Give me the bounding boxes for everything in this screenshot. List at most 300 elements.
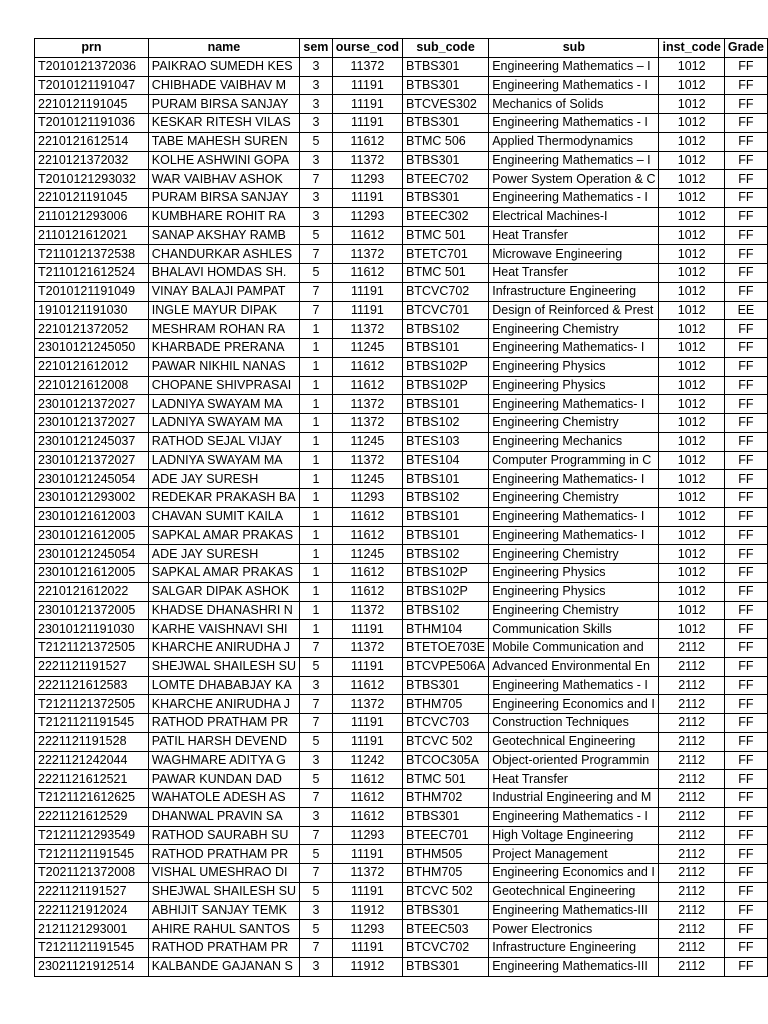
cell-course-code[interactable]: 11293 bbox=[332, 920, 402, 939]
cell-course-code[interactable]: 11612 bbox=[332, 357, 402, 376]
cell-sem[interactable]: 1 bbox=[300, 357, 333, 376]
cell-inst-code[interactable]: 1012 bbox=[659, 582, 724, 601]
cell-inst-code[interactable]: 1012 bbox=[659, 226, 724, 245]
cell-course-code[interactable]: 11191 bbox=[332, 657, 402, 676]
cell-grade[interactable]: FF bbox=[724, 489, 767, 508]
cell-sub[interactable]: Heat Transfer bbox=[489, 770, 659, 789]
cell-grade[interactable]: FF bbox=[724, 76, 767, 95]
cell-course-code[interactable]: 11612 bbox=[332, 132, 402, 151]
cell-name[interactable]: KOLHE ASHWINI GOPA bbox=[148, 151, 299, 170]
cell-course-code[interactable]: 11191 bbox=[332, 76, 402, 95]
header-sub-code[interactable]: sub_code bbox=[403, 39, 489, 58]
cell-sem[interactable]: 1 bbox=[300, 376, 333, 395]
cell-sem[interactable]: 1 bbox=[300, 526, 333, 545]
cell-course-code[interactable]: 11612 bbox=[332, 676, 402, 695]
cell-inst-code[interactable]: 2112 bbox=[659, 732, 724, 751]
cell-sub[interactable]: Infrastructure Engineering bbox=[489, 282, 659, 301]
cell-course-code[interactable]: 11612 bbox=[332, 507, 402, 526]
cell-sem[interactable]: 3 bbox=[300, 151, 333, 170]
cell-prn[interactable]: T2121121191545 bbox=[35, 714, 149, 733]
cell-grade[interactable]: FF bbox=[724, 114, 767, 133]
cell-sub-code[interactable]: BTHM505 bbox=[403, 845, 489, 864]
cell-course-code[interactable]: 11372 bbox=[332, 395, 402, 414]
cell-course-code[interactable]: 11372 bbox=[332, 639, 402, 658]
cell-name[interactable]: CHOPANE SHIVPRASAI bbox=[148, 376, 299, 395]
cell-sem[interactable]: 3 bbox=[300, 76, 333, 95]
cell-name[interactable]: VISHAL UMESHRAO DI bbox=[148, 864, 299, 883]
cell-prn[interactable]: T2110121372538 bbox=[35, 245, 149, 264]
cell-sem[interactable]: 7 bbox=[300, 789, 333, 808]
cell-course-code[interactable]: 11293 bbox=[332, 170, 402, 189]
cell-course-code[interactable]: 11372 bbox=[332, 151, 402, 170]
header-prn[interactable]: prn bbox=[35, 39, 149, 58]
cell-sub[interactable]: Engineering Chemistry bbox=[489, 489, 659, 508]
cell-sub[interactable]: Engineering Chemistry bbox=[489, 601, 659, 620]
cell-course-code[interactable]: 11191 bbox=[332, 939, 402, 958]
cell-sem[interactable]: 3 bbox=[300, 207, 333, 226]
cell-prn[interactable]: 2210121612022 bbox=[35, 582, 149, 601]
cell-grade[interactable]: FF bbox=[724, 564, 767, 583]
cell-prn[interactable]: T2121121612625 bbox=[35, 789, 149, 808]
cell-inst-code[interactable]: 2112 bbox=[659, 807, 724, 826]
cell-prn[interactable]: 23010121372027 bbox=[35, 414, 149, 433]
cell-sub-code[interactable]: BTBS301 bbox=[403, 807, 489, 826]
cell-sub[interactable]: Engineering Physics bbox=[489, 582, 659, 601]
cell-name[interactable]: PURAM BIRSA SANJAY bbox=[148, 95, 299, 114]
cell-grade[interactable]: FF bbox=[724, 845, 767, 864]
cell-sub[interactable]: Construction Techniques bbox=[489, 714, 659, 733]
cell-grade[interactable]: FF bbox=[724, 470, 767, 489]
cell-sem[interactable]: 1 bbox=[300, 320, 333, 339]
cell-name[interactable]: RATHOD SEJAL VIJAY bbox=[148, 432, 299, 451]
cell-grade[interactable]: EE bbox=[724, 301, 767, 320]
cell-sub[interactable]: Applied Thermodynamics bbox=[489, 132, 659, 151]
cell-name[interactable]: LADNIYA SWAYAM MA bbox=[148, 414, 299, 433]
cell-prn[interactable]: T2121121293549 bbox=[35, 826, 149, 845]
cell-prn[interactable]: 2121121293001 bbox=[35, 920, 149, 939]
header-course-code[interactable]: ourse_cod bbox=[332, 39, 402, 58]
cell-prn[interactable]: 2210121612514 bbox=[35, 132, 149, 151]
cell-name[interactable]: PAWAR KUNDAN DAD bbox=[148, 770, 299, 789]
cell-sub-code[interactable]: BTMC 501 bbox=[403, 264, 489, 283]
cell-name[interactable]: BHALAVI HOMDAS SH. bbox=[148, 264, 299, 283]
cell-sem[interactable]: 7 bbox=[300, 695, 333, 714]
cell-name[interactable]: CHAVAN SUMIT KAILA bbox=[148, 507, 299, 526]
cell-grade[interactable]: FF bbox=[724, 282, 767, 301]
cell-course-code[interactable]: 11612 bbox=[332, 789, 402, 808]
cell-course-code[interactable]: 11372 bbox=[332, 245, 402, 264]
cell-sub-code[interactable]: BTMC 506 bbox=[403, 132, 489, 151]
cell-name[interactable]: WAGHMARE ADITYA G bbox=[148, 751, 299, 770]
cell-sub[interactable]: Engineering Mechanics bbox=[489, 432, 659, 451]
cell-grade[interactable]: FF bbox=[724, 395, 767, 414]
cell-inst-code[interactable]: 1012 bbox=[659, 114, 724, 133]
cell-course-code[interactable]: 11612 bbox=[332, 526, 402, 545]
cell-sub-code[interactable]: BTBS301 bbox=[403, 189, 489, 208]
cell-sem[interactable]: 3 bbox=[300, 114, 333, 133]
cell-grade[interactable]: FF bbox=[724, 901, 767, 920]
cell-prn[interactable]: T2010121191047 bbox=[35, 76, 149, 95]
header-grade[interactable]: Grade bbox=[724, 39, 767, 58]
cell-sub-code[interactable]: BTEEC302 bbox=[403, 207, 489, 226]
cell-sem[interactable]: 7 bbox=[300, 939, 333, 958]
cell-prn[interactable]: 23010121612003 bbox=[35, 507, 149, 526]
cell-course-code[interactable]: 11293 bbox=[332, 826, 402, 845]
cell-inst-code[interactable]: 2112 bbox=[659, 676, 724, 695]
cell-sub-code[interactable]: BTEEC503 bbox=[403, 920, 489, 939]
cell-course-code[interactable]: 11612 bbox=[332, 264, 402, 283]
cell-prn[interactable]: T2121121191545 bbox=[35, 939, 149, 958]
cell-sub[interactable]: Engineering Mathematics- I bbox=[489, 470, 659, 489]
cell-prn[interactable]: T2010121191049 bbox=[35, 282, 149, 301]
cell-sub[interactable]: Engineering Chemistry bbox=[489, 545, 659, 564]
cell-sem[interactable]: 1 bbox=[300, 395, 333, 414]
cell-sem[interactable]: 5 bbox=[300, 770, 333, 789]
cell-sub-code[interactable]: BTEEC701 bbox=[403, 826, 489, 845]
cell-sub[interactable]: Engineering Physics bbox=[489, 357, 659, 376]
cell-inst-code[interactable]: 2112 bbox=[659, 770, 724, 789]
cell-inst-code[interactable]: 1012 bbox=[659, 451, 724, 470]
cell-sub[interactable]: Heat Transfer bbox=[489, 264, 659, 283]
cell-course-code[interactable]: 11191 bbox=[332, 714, 402, 733]
cell-inst-code[interactable]: 2112 bbox=[659, 751, 724, 770]
cell-prn[interactable]: 23010121612005 bbox=[35, 564, 149, 583]
cell-inst-code[interactable]: 1012 bbox=[659, 414, 724, 433]
cell-sem[interactable]: 1 bbox=[300, 339, 333, 358]
cell-prn[interactable]: 2221121612583 bbox=[35, 676, 149, 695]
cell-inst-code[interactable]: 2112 bbox=[659, 901, 724, 920]
cell-prn[interactable]: 23010121612005 bbox=[35, 526, 149, 545]
cell-grade[interactable]: FF bbox=[724, 714, 767, 733]
cell-inst-code[interactable]: 2112 bbox=[659, 882, 724, 901]
cell-inst-code[interactable]: 1012 bbox=[659, 301, 724, 320]
cell-sub[interactable]: Mobile Communication and bbox=[489, 639, 659, 658]
cell-sub[interactable]: Engineering Mathematics - I bbox=[489, 114, 659, 133]
cell-grade[interactable]: FF bbox=[724, 432, 767, 451]
cell-prn[interactable]: T2010121191036 bbox=[35, 114, 149, 133]
cell-course-code[interactable]: 11191 bbox=[332, 189, 402, 208]
header-inst-code[interactable]: inst_code bbox=[659, 39, 724, 58]
cell-sub[interactable]: Power Electronics bbox=[489, 920, 659, 939]
cell-name[interactable]: KARHE VAISHNAVI SHI bbox=[148, 620, 299, 639]
cell-course-code[interactable]: 11612 bbox=[332, 807, 402, 826]
cell-sub-code[interactable]: BTCVC702 bbox=[403, 939, 489, 958]
cell-course-code[interactable]: 11191 bbox=[332, 282, 402, 301]
cell-name[interactable]: ADE JAY SURESH bbox=[148, 545, 299, 564]
cell-grade[interactable]: FF bbox=[724, 339, 767, 358]
cell-prn[interactable]: 23021121912514 bbox=[35, 957, 149, 976]
cell-grade[interactable]: FF bbox=[724, 789, 767, 808]
cell-inst-code[interactable]: 2112 bbox=[659, 639, 724, 658]
header-sem[interactable]: sem bbox=[300, 39, 333, 58]
cell-grade[interactable]: FF bbox=[724, 639, 767, 658]
cell-name[interactable]: VINAY BALAJI PAMPAT bbox=[148, 282, 299, 301]
cell-sem[interactable]: 7 bbox=[300, 170, 333, 189]
cell-sub-code[interactable]: BTBS301 bbox=[403, 114, 489, 133]
cell-grade[interactable]: FF bbox=[724, 207, 767, 226]
cell-prn[interactable]: T2121121372505 bbox=[35, 639, 149, 658]
cell-inst-code[interactable]: 1012 bbox=[659, 245, 724, 264]
cell-name[interactable]: PAWAR NIKHIL NANAS bbox=[148, 357, 299, 376]
cell-inst-code[interactable]: 1012 bbox=[659, 207, 724, 226]
cell-sub-code[interactable]: BTCVC701 bbox=[403, 301, 489, 320]
cell-name[interactable]: CHIBHADE VAIBHAV M bbox=[148, 76, 299, 95]
cell-sub[interactable]: Engineering Physics bbox=[489, 564, 659, 583]
cell-prn[interactable]: T2121121191545 bbox=[35, 845, 149, 864]
cell-course-code[interactable]: 11372 bbox=[332, 320, 402, 339]
cell-course-code[interactable]: 11372 bbox=[332, 451, 402, 470]
cell-course-code[interactable]: 11245 bbox=[332, 432, 402, 451]
cell-sub-code[interactable]: BTCOC305A bbox=[403, 751, 489, 770]
cell-grade[interactable]: FF bbox=[724, 357, 767, 376]
cell-name[interactable]: PAIKRAO SUMEDH KES bbox=[148, 57, 299, 76]
cell-sub-code[interactable]: BTBS301 bbox=[403, 676, 489, 695]
cell-grade[interactable]: FF bbox=[724, 676, 767, 695]
cell-prn[interactable]: 2221121912024 bbox=[35, 901, 149, 920]
cell-prn[interactable]: 2210121191045 bbox=[35, 95, 149, 114]
cell-inst-code[interactable]: 1012 bbox=[659, 95, 724, 114]
cell-sem[interactable]: 1 bbox=[300, 470, 333, 489]
cell-name[interactable]: LADNIYA SWAYAM MA bbox=[148, 395, 299, 414]
cell-sub[interactable]: Communication Skills bbox=[489, 620, 659, 639]
cell-sub[interactable]: Object-oriented Programmin bbox=[489, 751, 659, 770]
cell-sub[interactable]: Engineering Mathematics- I bbox=[489, 507, 659, 526]
cell-sem[interactable]: 3 bbox=[300, 901, 333, 920]
cell-sub[interactable]: Engineering Mathematics - I bbox=[489, 76, 659, 95]
cell-sub[interactable]: Advanced Environmental En bbox=[489, 657, 659, 676]
header-name[interactable]: name bbox=[148, 39, 299, 58]
cell-sem[interactable]: 1 bbox=[300, 489, 333, 508]
cell-course-code[interactable]: 11372 bbox=[332, 601, 402, 620]
cell-course-code[interactable]: 11191 bbox=[332, 845, 402, 864]
cell-sem[interactable]: 7 bbox=[300, 714, 333, 733]
cell-prn[interactable]: T2010121293032 bbox=[35, 170, 149, 189]
cell-grade[interactable]: FF bbox=[724, 770, 767, 789]
cell-course-code[interactable]: 11912 bbox=[332, 901, 402, 920]
cell-sem[interactable]: 1 bbox=[300, 601, 333, 620]
cell-sub[interactable]: Engineering Mathematics - I bbox=[489, 676, 659, 695]
cell-inst-code[interactable]: 1012 bbox=[659, 620, 724, 639]
cell-sem[interactable]: 7 bbox=[300, 301, 333, 320]
cell-name[interactable]: SANAP AKSHAY RAMB bbox=[148, 226, 299, 245]
cell-inst-code[interactable]: 1012 bbox=[659, 339, 724, 358]
cell-sub-code[interactable]: BTBS301 bbox=[403, 151, 489, 170]
cell-inst-code[interactable]: 2112 bbox=[659, 657, 724, 676]
cell-sub-code[interactable]: BTCVES302 bbox=[403, 95, 489, 114]
cell-name[interactable]: KESKAR RITESH VILAS bbox=[148, 114, 299, 133]
cell-prn[interactable]: 23010121245054 bbox=[35, 545, 149, 564]
cell-inst-code[interactable]: 2112 bbox=[659, 864, 724, 883]
cell-grade[interactable]: FF bbox=[724, 732, 767, 751]
cell-sub-code[interactable]: BTBS102P bbox=[403, 357, 489, 376]
cell-inst-code[interactable]: 1012 bbox=[659, 57, 724, 76]
cell-sem[interactable]: 7 bbox=[300, 864, 333, 883]
cell-sub[interactable]: Engineering Economics and I bbox=[489, 864, 659, 883]
cell-grade[interactable]: FF bbox=[724, 264, 767, 283]
cell-inst-code[interactable]: 1012 bbox=[659, 526, 724, 545]
cell-name[interactable]: RATHOD PRATHAM PR bbox=[148, 714, 299, 733]
cell-sub-code[interactable]: BTBS102P bbox=[403, 376, 489, 395]
cell-prn[interactable]: 23010121245050 bbox=[35, 339, 149, 358]
cell-grade[interactable]: FF bbox=[724, 414, 767, 433]
cell-course-code[interactable]: 11612 bbox=[332, 770, 402, 789]
cell-grade[interactable]: FF bbox=[724, 582, 767, 601]
cell-course-code[interactable]: 11293 bbox=[332, 207, 402, 226]
cell-sub-code[interactable]: BTCVC 502 bbox=[403, 732, 489, 751]
cell-course-code[interactable]: 11245 bbox=[332, 339, 402, 358]
cell-sem[interactable]: 1 bbox=[300, 414, 333, 433]
cell-grade[interactable]: FF bbox=[724, 170, 767, 189]
cell-inst-code[interactable]: 1012 bbox=[659, 170, 724, 189]
cell-name[interactable]: PURAM BIRSA SANJAY bbox=[148, 189, 299, 208]
cell-sub-code[interactable]: BTBS101 bbox=[403, 526, 489, 545]
cell-prn[interactable]: 2210121612008 bbox=[35, 376, 149, 395]
cell-prn[interactable]: 2221121612521 bbox=[35, 770, 149, 789]
cell-inst-code[interactable]: 2112 bbox=[659, 826, 724, 845]
cell-inst-code[interactable]: 1012 bbox=[659, 264, 724, 283]
cell-sem[interactable]: 7 bbox=[300, 639, 333, 658]
cell-name[interactable]: INGLE MAYUR DIPAK bbox=[148, 301, 299, 320]
cell-prn[interactable]: T2121121372505 bbox=[35, 695, 149, 714]
cell-grade[interactable]: FF bbox=[724, 882, 767, 901]
cell-prn[interactable]: 23010121372027 bbox=[35, 451, 149, 470]
header-sub[interactable]: sub bbox=[489, 39, 659, 58]
cell-inst-code[interactable]: 2112 bbox=[659, 957, 724, 976]
cell-sub-code[interactable]: BTBS101 bbox=[403, 470, 489, 489]
cell-name[interactable]: CHANDURKAR ASHLES bbox=[148, 245, 299, 264]
cell-prn[interactable]: 2110121612021 bbox=[35, 226, 149, 245]
cell-name[interactable]: RATHOD PRATHAM PR bbox=[148, 845, 299, 864]
cell-prn[interactable]: 23010121372005 bbox=[35, 601, 149, 620]
cell-sub[interactable]: Engineering Physics bbox=[489, 376, 659, 395]
cell-sub[interactable]: Project Management bbox=[489, 845, 659, 864]
cell-sub-code[interactable]: BTBS102P bbox=[403, 582, 489, 601]
cell-inst-code[interactable]: 1012 bbox=[659, 507, 724, 526]
cell-grade[interactable]: FF bbox=[724, 526, 767, 545]
cell-name[interactable]: KHARBADE PRERANA bbox=[148, 339, 299, 358]
cell-sub-code[interactable]: BTEEC702 bbox=[403, 170, 489, 189]
cell-inst-code[interactable]: 2112 bbox=[659, 939, 724, 958]
cell-sem[interactable]: 5 bbox=[300, 132, 333, 151]
cell-sub-code[interactable]: BTBS102 bbox=[403, 489, 489, 508]
cell-sub[interactable]: Microwave Engineering bbox=[489, 245, 659, 264]
cell-sub[interactable]: Infrastructure Engineering bbox=[489, 939, 659, 958]
cell-name[interactable]: KHARCHE ANIRUDHA J bbox=[148, 639, 299, 658]
cell-name[interactable]: WAHATOLE ADESH AS bbox=[148, 789, 299, 808]
cell-prn[interactable]: T2010121372036 bbox=[35, 57, 149, 76]
cell-sub[interactable]: Electrical Machines-I bbox=[489, 207, 659, 226]
cell-inst-code[interactable]: 1012 bbox=[659, 189, 724, 208]
cell-course-code[interactable]: 11191 bbox=[332, 95, 402, 114]
cell-course-code[interactable]: 11245 bbox=[332, 545, 402, 564]
cell-prn[interactable]: 23010121293002 bbox=[35, 489, 149, 508]
cell-sub-code[interactable]: BTBS102 bbox=[403, 601, 489, 620]
cell-inst-code[interactable]: 1012 bbox=[659, 564, 724, 583]
cell-inst-code[interactable]: 2112 bbox=[659, 845, 724, 864]
cell-inst-code[interactable]: 1012 bbox=[659, 432, 724, 451]
cell-sub-code[interactable]: BTBS301 bbox=[403, 957, 489, 976]
cell-name[interactable]: KUMBHARE ROHIT RA bbox=[148, 207, 299, 226]
cell-course-code[interactable]: 11191 bbox=[332, 114, 402, 133]
cell-prn[interactable]: 2221121612529 bbox=[35, 807, 149, 826]
cell-grade[interactable]: FF bbox=[724, 151, 767, 170]
cell-name[interactable]: PATIL HARSH DEVEND bbox=[148, 732, 299, 751]
cell-sub-code[interactable]: BTBS301 bbox=[403, 57, 489, 76]
cell-name[interactable]: AHIRE RAHUL SANTOS bbox=[148, 920, 299, 939]
cell-prn[interactable]: 2221121242044 bbox=[35, 751, 149, 770]
cell-sem[interactable]: 1 bbox=[300, 451, 333, 470]
cell-sub-code[interactable]: BTBS101 bbox=[403, 507, 489, 526]
cell-sem[interactable]: 5 bbox=[300, 882, 333, 901]
cell-course-code[interactable]: 11191 bbox=[332, 620, 402, 639]
cell-sub[interactable]: Engineering Mathematics - I bbox=[489, 807, 659, 826]
cell-course-code[interactable]: 11612 bbox=[332, 582, 402, 601]
cell-sub[interactable]: Computer Programming in C bbox=[489, 451, 659, 470]
cell-sub-code[interactable]: BTBS102P bbox=[403, 564, 489, 583]
cell-name[interactable]: KHADSE DHANASHRI N bbox=[148, 601, 299, 620]
cell-name[interactable]: REDEKAR PRAKASH BA bbox=[148, 489, 299, 508]
cell-course-code[interactable]: 11372 bbox=[332, 695, 402, 714]
cell-grade[interactable]: FF bbox=[724, 939, 767, 958]
cell-prn[interactable]: 2210121191045 bbox=[35, 189, 149, 208]
cell-sem[interactable]: 3 bbox=[300, 57, 333, 76]
cell-sub-code[interactable]: BTMC 501 bbox=[403, 226, 489, 245]
cell-sub[interactable]: Heat Transfer bbox=[489, 226, 659, 245]
cell-sem[interactable]: 5 bbox=[300, 732, 333, 751]
cell-name[interactable]: SHEJWAL SHAILESH SU bbox=[148, 882, 299, 901]
cell-grade[interactable]: FF bbox=[724, 226, 767, 245]
cell-prn[interactable]: 2221121191527 bbox=[35, 882, 149, 901]
cell-inst-code[interactable]: 1012 bbox=[659, 601, 724, 620]
cell-sub-code[interactable]: BTBS301 bbox=[403, 901, 489, 920]
cell-course-code[interactable]: 11293 bbox=[332, 489, 402, 508]
cell-grade[interactable]: FF bbox=[724, 95, 767, 114]
cell-sem[interactable]: 5 bbox=[300, 657, 333, 676]
cell-grade[interactable]: FF bbox=[724, 751, 767, 770]
cell-sem[interactable]: 7 bbox=[300, 826, 333, 845]
cell-name[interactable]: SAPKAL AMAR PRAKAS bbox=[148, 564, 299, 583]
cell-course-code[interactable]: 11372 bbox=[332, 414, 402, 433]
cell-grade[interactable]: FF bbox=[724, 807, 767, 826]
cell-name[interactable]: LADNIYA SWAYAM MA bbox=[148, 451, 299, 470]
cell-course-code[interactable]: 11612 bbox=[332, 564, 402, 583]
cell-grade[interactable]: FF bbox=[724, 189, 767, 208]
cell-name[interactable]: ABHIJIT SANJAY TEMK bbox=[148, 901, 299, 920]
cell-course-code[interactable]: 11372 bbox=[332, 864, 402, 883]
cell-sub-code[interactable]: BTBS102 bbox=[403, 545, 489, 564]
cell-grade[interactable]: FF bbox=[724, 695, 767, 714]
cell-grade[interactable]: FF bbox=[724, 507, 767, 526]
cell-sem[interactable]: 1 bbox=[300, 564, 333, 583]
cell-name[interactable]: KHARCHE ANIRUDHA J bbox=[148, 695, 299, 714]
cell-grade[interactable]: FF bbox=[724, 864, 767, 883]
cell-sem[interactable]: 1 bbox=[300, 545, 333, 564]
cell-sem[interactable]: 5 bbox=[300, 264, 333, 283]
cell-course-code[interactable]: 11191 bbox=[332, 301, 402, 320]
cell-sub-code[interactable]: BTES103 bbox=[403, 432, 489, 451]
cell-prn[interactable]: 23010121372027 bbox=[35, 395, 149, 414]
cell-sub-code[interactable]: BTCVC 502 bbox=[403, 882, 489, 901]
cell-sem[interactable]: 3 bbox=[300, 957, 333, 976]
cell-sub-code[interactable]: BTETOE703E bbox=[403, 639, 489, 658]
cell-sub[interactable]: Engineering Mathematics - I bbox=[489, 189, 659, 208]
cell-sub[interactable]: Geotechnical Engineering bbox=[489, 882, 659, 901]
cell-sub[interactable]: Power System Operation & C bbox=[489, 170, 659, 189]
cell-prn[interactable]: T2110121612524 bbox=[35, 264, 149, 283]
cell-inst-code[interactable]: 2112 bbox=[659, 695, 724, 714]
cell-name[interactable]: RATHOD SAURABH SU bbox=[148, 826, 299, 845]
cell-sem[interactable]: 1 bbox=[300, 432, 333, 451]
